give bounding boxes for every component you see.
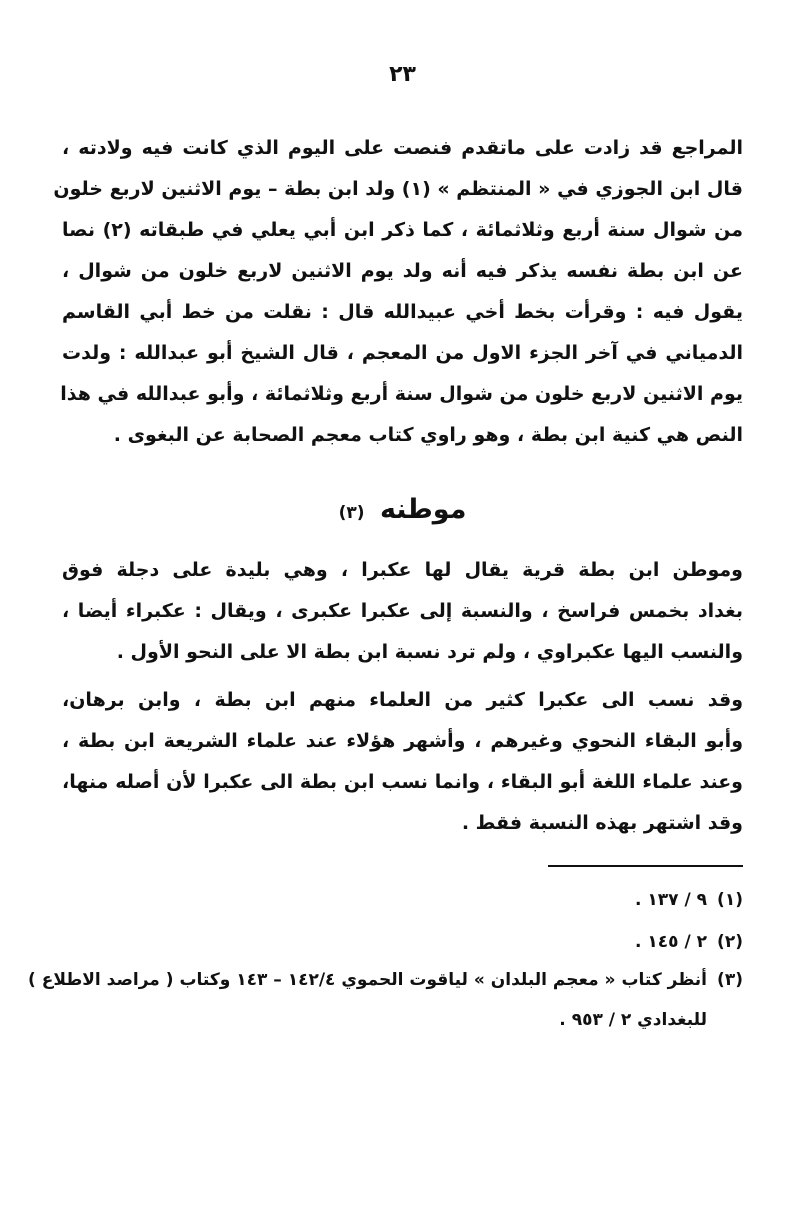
- footnote-number: (٣): [717, 970, 743, 990]
- page-number: ٢٣: [389, 62, 416, 87]
- text-line: يقول فيه : وقرأت بخط أخي عبيدالله قال : نقلت من خط أبي القاسم: [62, 301, 743, 323]
- footnote: [28, 966, 743, 996]
- footnote-separator: [548, 865, 743, 867]
- footnote-text: أنظر كتاب « معجم البلدان » لياقوت الحموي ١٤٢/٤ – ١٤٣ وكتاب ( مراصد الاطلاع ): [28, 970, 707, 990]
- section-heading: [0, 490, 805, 533]
- footnote-text: ٢ / ١٤٥ .: [635, 932, 707, 952]
- text-line: من شوال سنة أربع وثلاثمائة ، كما ذكر ابن أبي يعلي في طبقاته (٢) نصا: [62, 219, 743, 241]
- text-line: وعند علماء اللغة أبو البقاء ، وانما نسب ابن بطة الى عكبرا لأن أصله منها،: [62, 771, 743, 793]
- footnote-marker: (٣): [338, 503, 365, 523]
- text-line: وقد نسب الى عكبرا كثير من العلماء منهم ابن بطة ، وابن برهان،: [62, 689, 743, 711]
- footnote: [62, 886, 743, 916]
- footnote-continuation: للبغدادي ٢ / ٩٥٣ .: [559, 1010, 707, 1030]
- section-heading-text: موطنه: [379, 494, 467, 525]
- text-line: يوم الاثنين لاربع خلون من شوال سنة أربع وثلاثمائة ، وأبو عبدالله في هذا: [60, 383, 743, 405]
- text-line: والنسب اليها عكبراوي ، ولم ترد نسبة ابن بطة الا على النحو الأول .: [116, 641, 743, 663]
- text-line: وقد اشتهر بهذه النسبة فقط .: [461, 812, 743, 834]
- text-line: بغداد بخمس فراسخ ، والنسبة إلى عكبرا عكبرى ، ويقال : عكبراء أيضا ،: [62, 600, 743, 622]
- text-line: المراجع قد زادت على ماتقدم فنصت على اليوم الذي كانت فيه ولادته ،: [62, 137, 743, 159]
- text-line: عن ابن بطة نفسه يذكر فيه أنه ولد يوم الاثنين لاربع خلون من شوال ،: [62, 260, 743, 282]
- text-line: النص هي كنية ابن بطة ، وهو راوي كتاب معجم الصحابة عن البغوى .: [113, 424, 743, 446]
- text-line: الدمياني في آخر الجزء الاول من المعجم ، قال الشيخ أبو عبدالله : ولدت: [62, 342, 743, 364]
- text-line: قال ابن الجوزي في « المنتظم » (١) ولد ابن بطة – يوم الاثنين لاربع خلون: [53, 178, 743, 200]
- footnote-number: (٢): [717, 932, 743, 952]
- footnote-text: ٩ / ١٣٧ .: [635, 890, 707, 910]
- footnote-number: (١): [717, 890, 743, 910]
- text-line: وموطن ابن بطة قرية يقال لها عكبرا ، وهي بليدة على دجلة فوق: [62, 559, 743, 581]
- text-line: وأبو البقاء النحوي وغيرهم ، وأشهر هؤلاء عند علماء الشريعة ابن بطة ،: [62, 730, 743, 752]
- footnote: [62, 928, 743, 958]
